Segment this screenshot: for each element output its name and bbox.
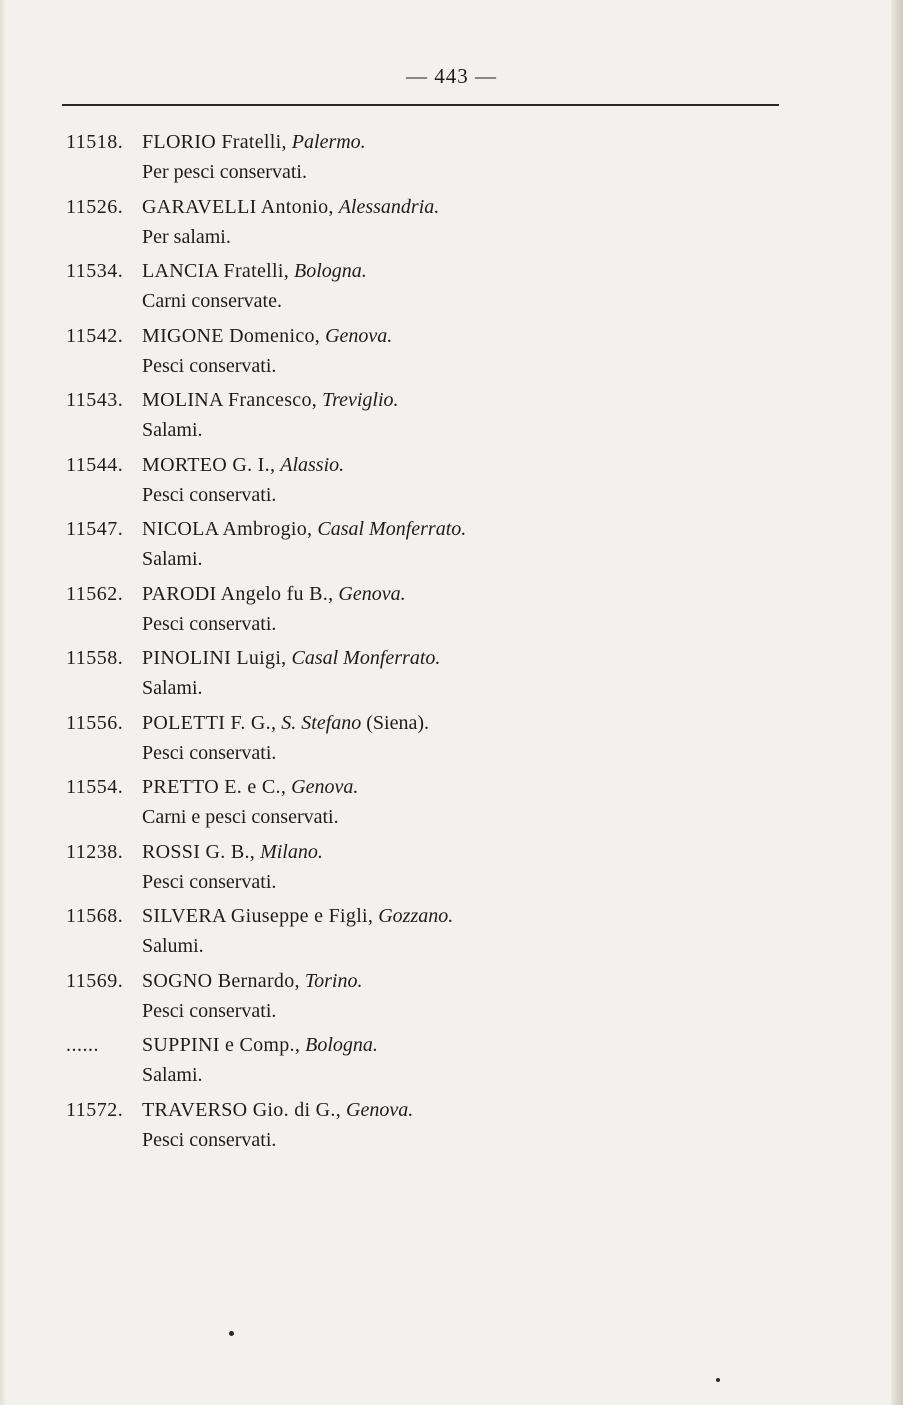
entry-number: 11547. bbox=[66, 518, 124, 540]
entry-product: Salami. bbox=[142, 548, 203, 570]
entry-line bbox=[66, 128, 366, 156]
entry-number: 11544. bbox=[66, 453, 124, 476]
entry-line bbox=[66, 515, 466, 543]
entry-line bbox=[66, 386, 399, 414]
ink-speck bbox=[229, 1331, 234, 1336]
entry-place: Genova. bbox=[291, 776, 359, 798]
list-item bbox=[0, 515, 903, 580]
entry-number: 11526. bbox=[66, 195, 124, 218]
entry-number: 11554. bbox=[66, 776, 124, 798]
list-item bbox=[0, 902, 903, 967]
entry-name: FLORIO Fratelli, bbox=[142, 131, 287, 153]
entry-name: POLETTI F. G., bbox=[142, 711, 277, 734]
entry-suffix: (Siena). bbox=[366, 711, 430, 734]
entry-line bbox=[66, 709, 429, 737]
entry-product: Salami. bbox=[142, 419, 203, 441]
entry-name: PINOLINI Luigi, bbox=[142, 647, 287, 669]
entry-number: 11572. bbox=[66, 1098, 124, 1121]
entry-place: Alassio. bbox=[280, 453, 345, 476]
list-item bbox=[0, 838, 903, 903]
entry-name: SILVERA Giuseppe e Figli, bbox=[142, 905, 374, 927]
list-item bbox=[0, 967, 903, 1032]
entry-product: Salami. bbox=[142, 1064, 203, 1086]
entry-line bbox=[66, 902, 453, 930]
list-item bbox=[0, 386, 903, 451]
entry-name: MORTEO G. I., bbox=[142, 453, 276, 476]
entry-number: 11562. bbox=[66, 582, 124, 605]
entry-place: Treviglio. bbox=[322, 389, 399, 411]
entry-line bbox=[66, 838, 323, 866]
entry-place: Casal Monferrato. bbox=[317, 518, 467, 540]
entry-number: 11518. bbox=[66, 131, 124, 153]
page-number: — 443 — bbox=[406, 64, 497, 88]
entry-product: Pesci conservati. bbox=[142, 870, 277, 893]
entry-number: 11568. bbox=[66, 905, 124, 927]
entry-place: Palermo. bbox=[291, 131, 366, 153]
entry-place: Genova. bbox=[338, 582, 406, 605]
list-item bbox=[0, 193, 903, 258]
entry-number: 11238. bbox=[66, 840, 124, 863]
entry-name: NICOLA Ambrogio, bbox=[142, 518, 313, 540]
entry-product: Salumi. bbox=[142, 935, 204, 957]
list-item bbox=[0, 451, 903, 516]
list-item bbox=[0, 322, 903, 387]
list-item bbox=[0, 1031, 903, 1096]
entry-number: 11534. bbox=[66, 260, 124, 282]
entry-number: 11556. bbox=[66, 711, 124, 734]
entry-product: Pesci conservati. bbox=[142, 1128, 277, 1151]
entry-product: Pesci conservati. bbox=[142, 999, 277, 1022]
entry-line bbox=[66, 451, 344, 479]
list-item bbox=[0, 128, 903, 193]
entry-place: S. Stefano bbox=[281, 711, 362, 734]
entry-place: Milano. bbox=[260, 840, 323, 863]
list-item bbox=[0, 773, 903, 838]
entry-place: Alessandria. bbox=[338, 195, 440, 218]
header-rule bbox=[62, 104, 779, 106]
entry-product: Salami. bbox=[142, 677, 203, 699]
entry-name: SUPPINI e Comp., bbox=[142, 1034, 301, 1056]
entry-name: LANCIA Fratelli, bbox=[142, 260, 290, 282]
entry-number: 11543. bbox=[66, 389, 124, 411]
entry-name: ROSSI G. B., bbox=[142, 840, 256, 863]
entry-line bbox=[66, 257, 367, 285]
entry-product: Per salami. bbox=[142, 225, 231, 248]
entry-product: Pesci conservati. bbox=[142, 612, 277, 635]
entry-name: MIGONE Domenico, bbox=[142, 324, 321, 347]
entry-line bbox=[66, 580, 406, 608]
entry-line bbox=[66, 322, 392, 350]
entry-product: Carni conservate. bbox=[142, 290, 282, 312]
entry-place: Casal Monferrato. bbox=[291, 647, 441, 669]
entry-line bbox=[66, 1031, 378, 1059]
entry-number: 11558. bbox=[66, 647, 124, 669]
entry-product: Pesci conservati. bbox=[142, 354, 277, 377]
entry-line bbox=[66, 967, 362, 995]
list-item bbox=[0, 644, 903, 709]
entry-list bbox=[0, 128, 903, 1160]
list-item bbox=[0, 1096, 903, 1161]
entry-product: Carni e pesci conservati. bbox=[142, 806, 339, 828]
entry-number: 11542. bbox=[66, 324, 124, 347]
ink-speck bbox=[716, 1378, 720, 1382]
entry-number: 11569. bbox=[66, 969, 124, 992]
entry-line bbox=[66, 644, 440, 672]
entry-product: Pesci conservati. bbox=[142, 483, 277, 506]
list-item bbox=[0, 580, 903, 645]
entry-name: PARODI Angelo fu B., bbox=[142, 582, 334, 605]
entry-place: Genova. bbox=[325, 324, 393, 347]
entry-place: Bologna. bbox=[305, 1034, 378, 1056]
entry-name: GARAVELLI Antonio, bbox=[142, 195, 334, 218]
entry-line bbox=[66, 773, 358, 801]
entry-place: Gozzano. bbox=[378, 905, 454, 927]
entry-place: Genova. bbox=[346, 1098, 414, 1121]
entry-name: TRAVERSO Gio. di G., bbox=[142, 1098, 341, 1121]
entry-name: MOLINA Francesco, bbox=[142, 389, 318, 411]
entry-name: PRETTO E. e C., bbox=[142, 776, 287, 798]
list-item bbox=[0, 709, 903, 774]
entry-place: Torino. bbox=[304, 969, 363, 992]
entry-number: ...... bbox=[66, 1034, 99, 1056]
entry-line bbox=[66, 193, 439, 221]
entry-place: Bologna. bbox=[294, 260, 367, 282]
entry-line bbox=[66, 1096, 413, 1124]
entry-product: Pesci conservati. bbox=[142, 741, 277, 764]
entry-product: Per pesci conservati. bbox=[142, 161, 307, 183]
entry-name: SOGNO Bernardo, bbox=[142, 969, 300, 992]
list-item bbox=[0, 257, 903, 322]
